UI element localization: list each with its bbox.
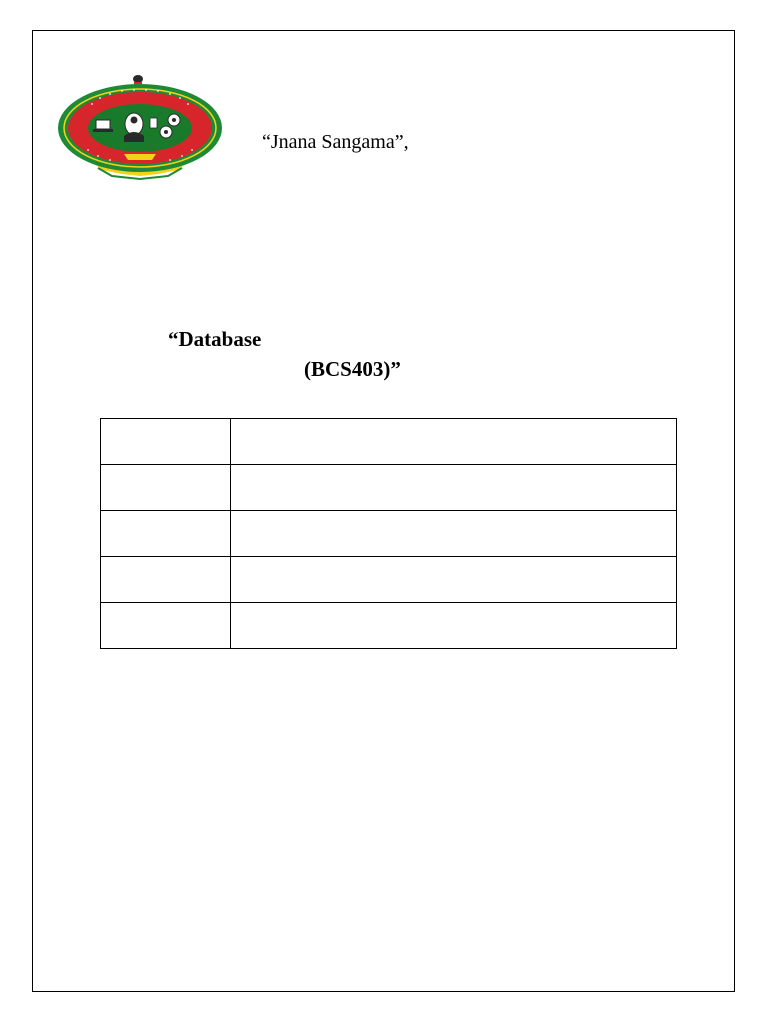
table-cell-label: [101, 465, 231, 511]
table-cell-value: [231, 465, 677, 511]
table-cell-label: [101, 419, 231, 465]
table-cell-value: [231, 419, 677, 465]
title-line-1: “Database: [168, 327, 262, 351]
title-line-2: (BCS403)”: [304, 357, 401, 381]
details-table: [100, 418, 677, 649]
institution-line: “Jnana Sangama”,: [262, 131, 409, 153]
table-row: [101, 511, 677, 557]
table-row: [101, 419, 677, 465]
table-row: [101, 465, 677, 511]
table-cell-value: [231, 511, 677, 557]
table-cell-label: [101, 603, 231, 649]
university-seal-icon: [52, 70, 228, 182]
table-cell-label: [101, 557, 231, 603]
table-cell-label: [101, 511, 231, 557]
table-row: [101, 603, 677, 649]
table-cell-value: [231, 557, 677, 603]
table-cell-value: [231, 603, 677, 649]
table-row: [101, 557, 677, 603]
